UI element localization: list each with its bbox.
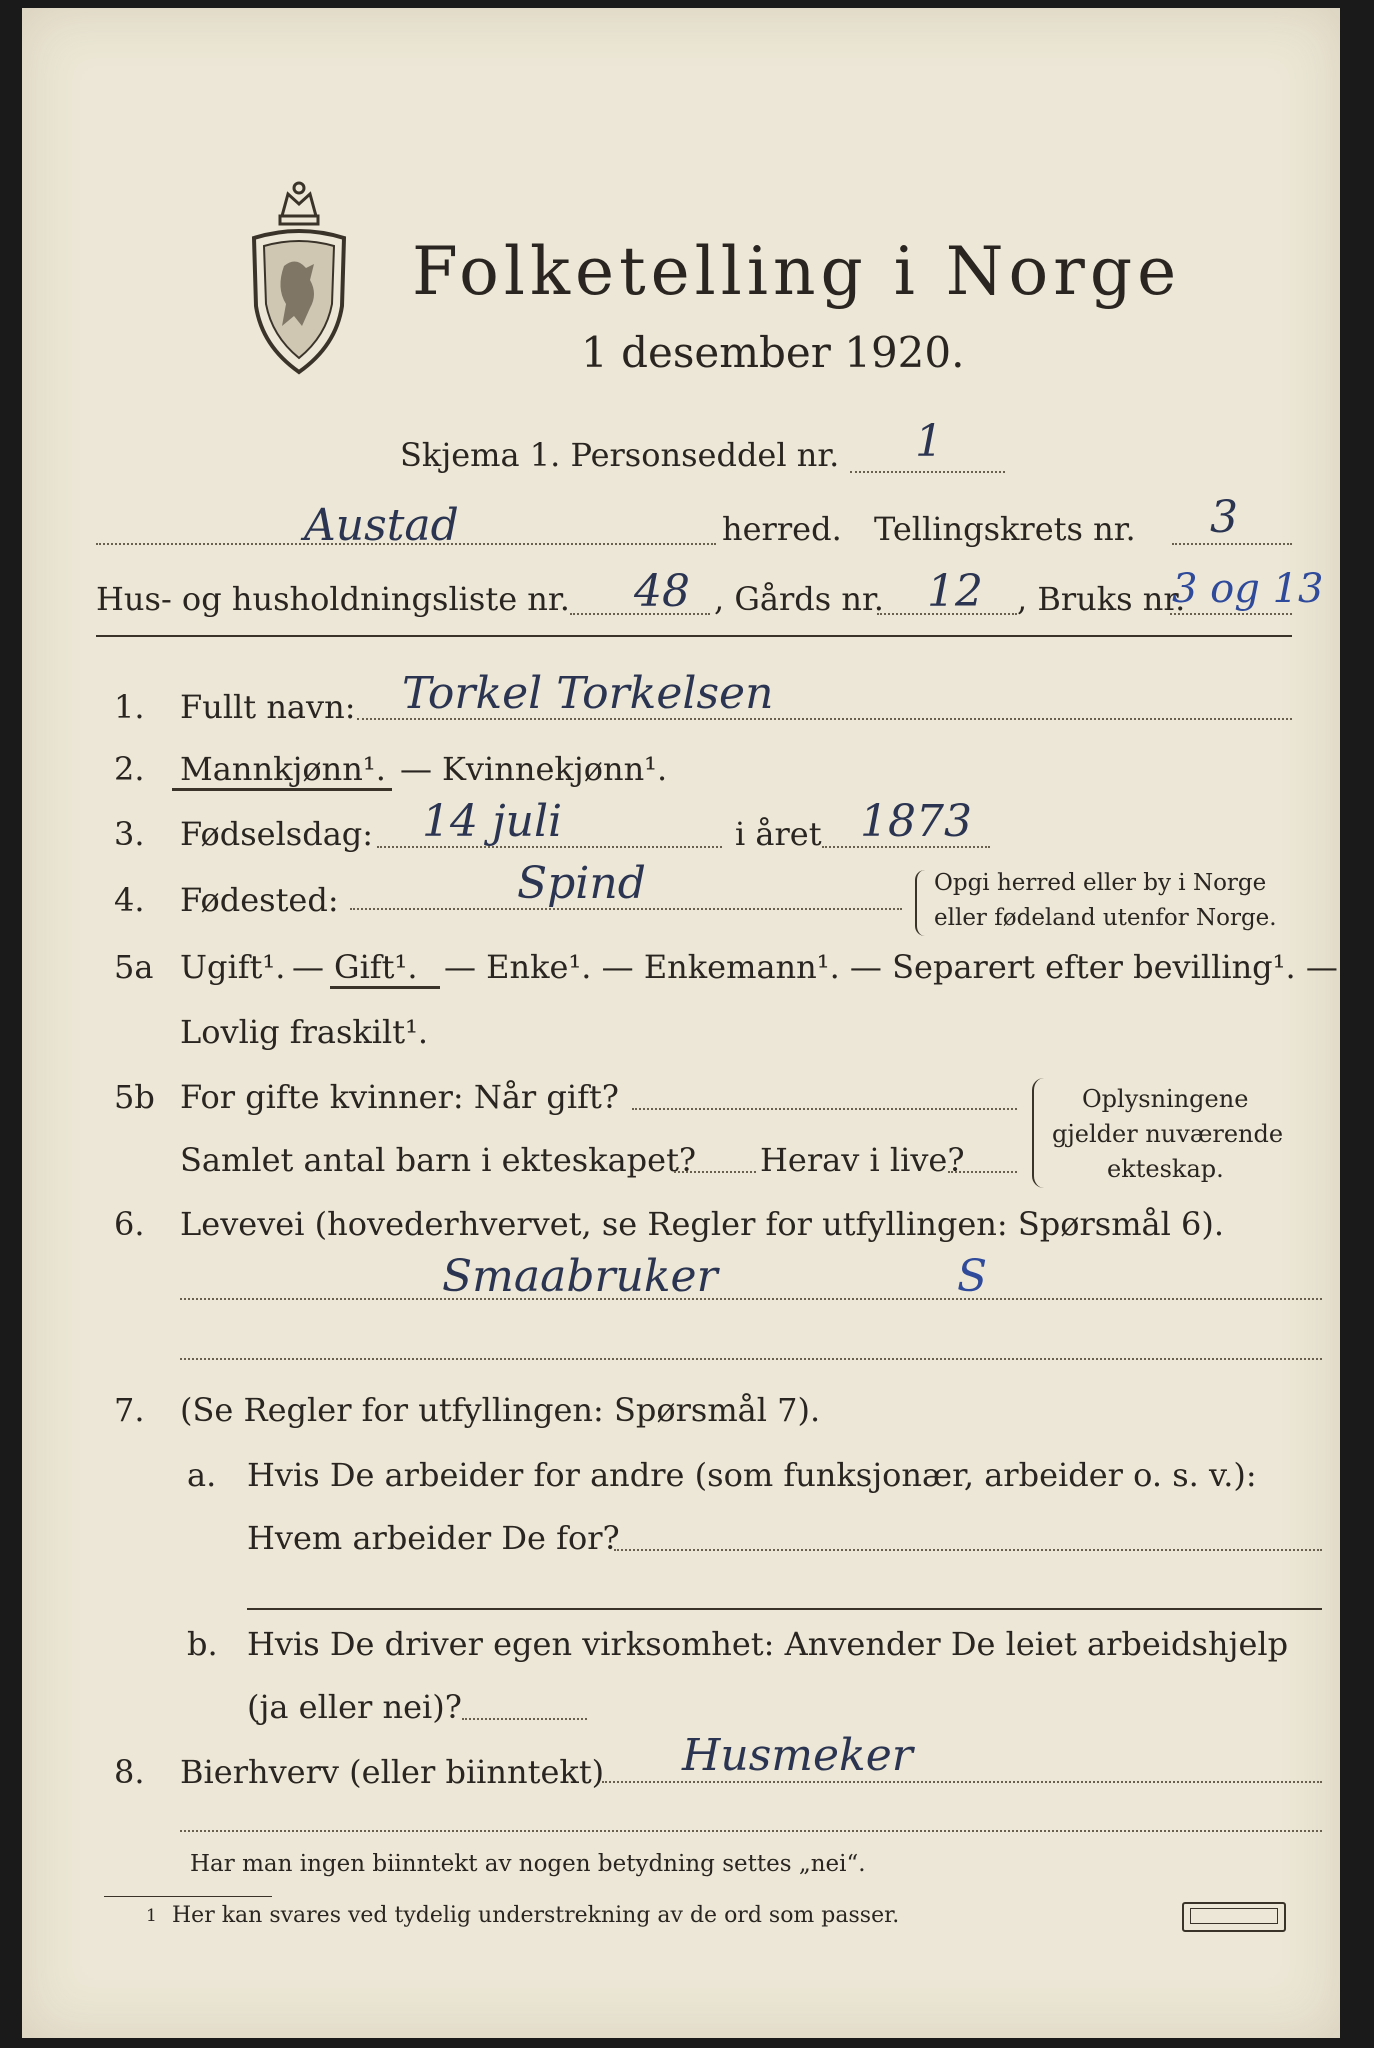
q7a-line-1 <box>614 1549 1322 1551</box>
q7b-line <box>462 1718 587 1720</box>
q7a-line-2 <box>247 1608 1322 1610</box>
q1-value: Torkel Torkelsen <box>402 668 774 719</box>
q7-number: 7. <box>114 1391 145 1429</box>
q5b-i-live-line <box>948 1171 1017 1173</box>
tellingskrets-value: 3 <box>1210 492 1238 543</box>
q7b-letter: b. <box>187 1625 218 1663</box>
q1-line <box>357 718 1292 720</box>
q7a-label-line1: Hvis De arbeider for andre (som funksjonær, arbeider o. s. v.): <box>247 1456 1257 1494</box>
q7b-label-line2: (ja eller nei)? <box>247 1688 462 1726</box>
q3-year-line <box>822 846 990 848</box>
q5b-barn-label: Samlet antal barn i ekteskapet? <box>180 1141 697 1179</box>
printer-stamp <box>1182 1902 1286 1932</box>
form-date: 1 desember 1920. <box>581 328 965 377</box>
q5a-ugift: Ugift¹. <box>180 948 286 986</box>
q8-line-1 <box>602 1781 1322 1783</box>
q6-value: Smaabruker <box>442 1251 718 1302</box>
q4-label: Fødested: <box>180 881 339 919</box>
bruks-value: 3 og 13 <box>1172 566 1324 612</box>
q7-label: (Se Regler for utfyllingen: Spørsmål 7). <box>180 1391 821 1429</box>
gards-line <box>877 613 1017 615</box>
q5b-naar-gift-line <box>632 1108 1017 1110</box>
q6-label: Levevei (hovederhvervet, se Regler for utfyllingen: Spørsmål 6). <box>180 1205 1225 1243</box>
q8-label: Bierhverv (eller biinntekt) <box>180 1753 605 1791</box>
census-form-page <box>22 8 1340 2038</box>
q6-code: S <box>957 1251 988 1302</box>
q5b-note-line2: gjelder nuværende <box>1052 1120 1284 1148</box>
q4-number: 4. <box>114 881 145 919</box>
q3-label: Fødselsdag: <box>180 815 374 853</box>
gards-value: 12 <box>927 566 983 617</box>
personseddel-value: 1 <box>915 416 943 467</box>
q6-number: 6. <box>114 1205 145 1243</box>
q1-number: 1. <box>114 688 145 726</box>
q4-note-line1: Opgi herred eller by i Norge <box>934 870 1267 896</box>
q7b-label-line1: Hvis De driver egen virksomhet: Anvender De leiet arbeidshjelp <box>247 1625 1289 1663</box>
norwegian-coat-of-arms-icon <box>244 176 354 376</box>
q5b-naar-gift-label: For gifte kvinner: Når gift? <box>180 1078 619 1116</box>
q8-line-2 <box>180 1830 1322 1832</box>
q6-line-2 <box>180 1358 1322 1360</box>
q2-underline <box>172 788 392 791</box>
q2-number: 2. <box>114 750 145 788</box>
skjema-label: Skjema 1. Personseddel nr. <box>400 436 840 474</box>
footnote-rule <box>104 1896 272 1897</box>
q5b-number: 5b <box>114 1078 155 1116</box>
q4-line <box>350 908 902 910</box>
q3-value: 14 juli <box>422 796 563 847</box>
q3-year-label: i året <box>735 815 822 853</box>
q4-value: Spind <box>517 858 646 909</box>
biinntekt-note: Har man ingen biinntekt av nogen betydning settes „nei“. <box>190 1851 866 1877</box>
footnote-marker: 1 <box>146 1906 157 1926</box>
q5a-dash: — <box>292 948 324 986</box>
hus-label: Hus- og husholdningsliste nr. <box>96 580 570 618</box>
header-divider <box>96 635 1292 637</box>
q6-line-1 <box>180 1298 1322 1300</box>
q2-mannkjonn: Mannkjønn¹. <box>180 750 386 788</box>
q5a-rest: — Enke¹. — Enkemann¹. — Separert efter bevilling¹. — <box>444 948 1338 986</box>
q7a-label-line2: Hvem arbeider De for? <box>247 1519 620 1557</box>
personseddel-line <box>850 471 1005 473</box>
q5a-lovlig-fraskilt: Lovlig fraskilt¹. <box>180 1013 429 1051</box>
form-title: Folketelling i Norge <box>412 233 1182 310</box>
q5b-barn-line <box>674 1171 756 1173</box>
q3-year-value: 1873 <box>860 796 972 847</box>
q8-number: 8. <box>114 1753 145 1791</box>
tellingskrets-line <box>1172 543 1292 545</box>
q5b-brace <box>1032 1078 1044 1188</box>
bruks-line <box>1170 613 1292 615</box>
gards-label: , Gårds nr. <box>714 580 884 618</box>
bruks-label: , Bruks nr. <box>1017 580 1186 618</box>
q5a-gift: Gift¹. <box>334 948 418 986</box>
q5b-note-line1: Oplysningene <box>1082 1085 1249 1113</box>
q4-brace <box>915 870 925 936</box>
q3-number: 3. <box>114 815 145 853</box>
q5b-note-line3: ekteskap. <box>1107 1155 1224 1183</box>
hus-line <box>570 613 710 615</box>
q3-line <box>377 846 722 848</box>
herred-line <box>96 543 716 545</box>
q7a-letter: a. <box>187 1456 217 1494</box>
q5a-gift-underline <box>330 986 440 989</box>
q5b-i-live-label: Herav i live? <box>760 1141 965 1179</box>
hus-value: 48 <box>634 566 690 617</box>
q1-label: Fullt navn: <box>180 688 356 726</box>
herred-label: herred. <box>722 510 842 548</box>
q4-note-line2: eller fødeland utenfor Norge. <box>934 905 1277 931</box>
tellingskrets-label: Tellingskrets nr. <box>874 510 1136 548</box>
herred-value: Austad <box>304 500 459 551</box>
q2-separator: — <box>400 750 432 788</box>
q8-value: Husmeker <box>682 1730 913 1781</box>
q2-kvinnekjonn: Kvinnekjønn¹. <box>442 750 668 788</box>
footnote-text: Her kan svares ved tydelig understrekning av de ord som passer. <box>172 1903 900 1928</box>
q5a-number: 5a <box>114 948 154 986</box>
